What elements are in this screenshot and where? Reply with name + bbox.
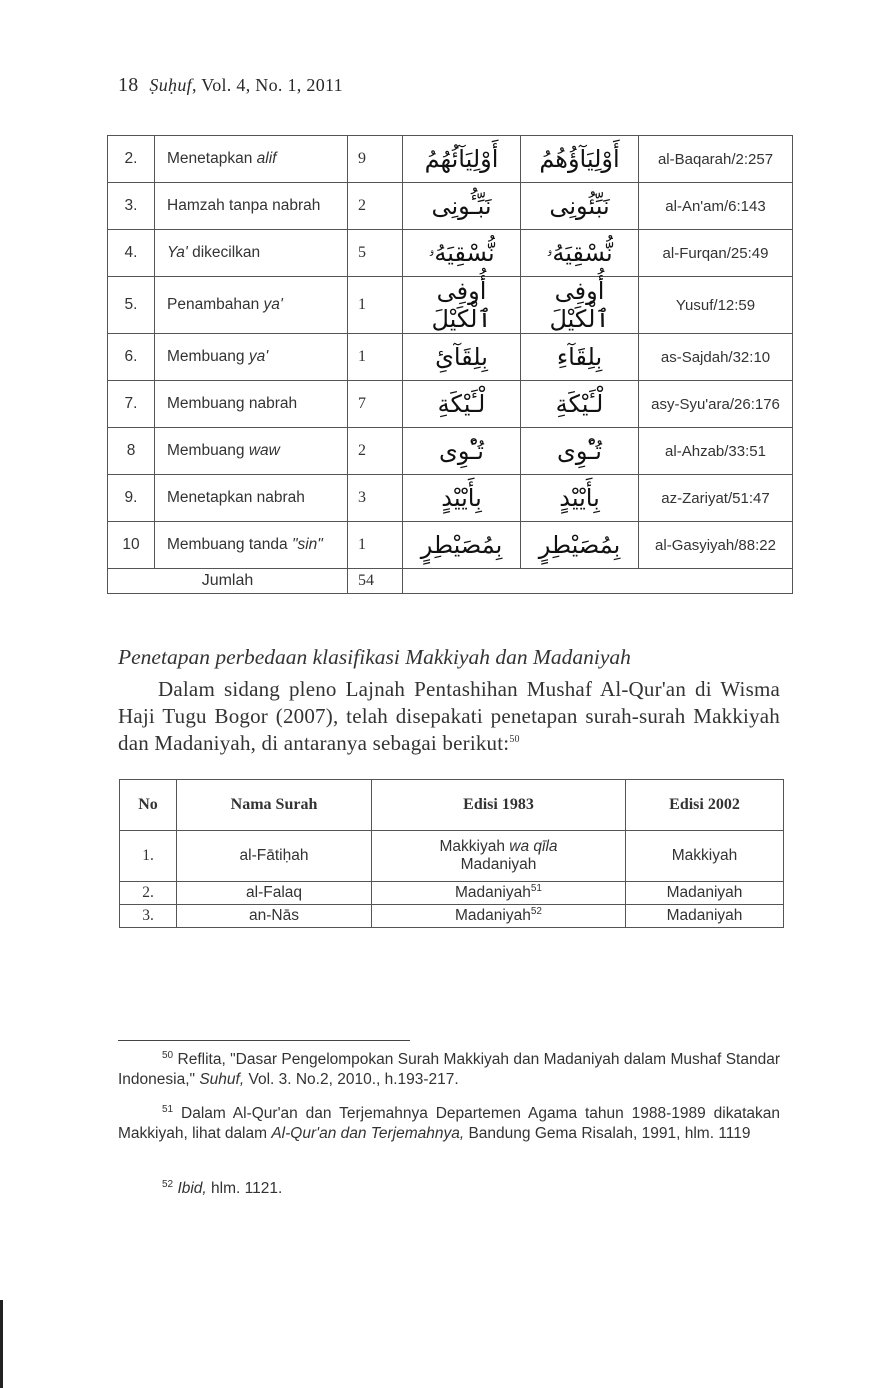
row-number: 4. xyxy=(108,230,155,277)
category-cell xyxy=(155,475,348,522)
arabic-writing-new: بِلِقَآءِ xyxy=(521,334,639,381)
arabic-writing-old: بِأَيْيْدٍ xyxy=(403,475,521,522)
row-number: 10 xyxy=(108,522,155,569)
table-row xyxy=(120,882,784,905)
table-row xyxy=(108,475,793,522)
arabic-writing-old: أُوفِى ٱلْكَيْلَ xyxy=(403,277,521,334)
surah-name: al-Fātiḥah xyxy=(177,831,372,882)
col-header-nama-surah: Nama Surah xyxy=(177,780,372,831)
verse-reference: Yusuf/12:59 xyxy=(639,277,793,334)
category-cell xyxy=(155,428,348,475)
arabic-writing-new: تُـْٔوِى xyxy=(521,428,639,475)
row-number: 7. xyxy=(108,381,155,428)
table-row xyxy=(108,136,793,183)
footnote-50 xyxy=(118,1050,780,1090)
total-row xyxy=(108,569,793,594)
footnote-52 xyxy=(118,1179,780,1199)
row-number: 5. xyxy=(108,277,155,334)
total-value: 54 xyxy=(348,569,403,594)
category-text: Menetapkan nabrah xyxy=(167,489,305,506)
row-number: 6. xyxy=(108,334,155,381)
paragraph-text: Dalam sidang pleno Lajnah Pentashihan Mushaf Al-Qur'an di Wisma Haji Tugu Bogor (2007), telah disepakati penetapan surah-surah Makkiyah dan Madaniyah, di antaranya sebagai berikut: xyxy=(118,677,780,755)
verse-reference: al-Baqarah/2:257 xyxy=(639,136,793,183)
footnote-ref-50: 50 xyxy=(509,734,520,745)
verse-reference: as-Sajdah/32:10 xyxy=(639,334,793,381)
col-header-edisi-1983: Edisi 1983 xyxy=(372,780,626,831)
arabic-writing-new: بِأَيْيْدٍ xyxy=(521,475,639,522)
arabic-writing-new: نَبِّئُونِى xyxy=(521,183,639,230)
edition-2002-cell: Madaniyah xyxy=(626,905,784,928)
category-cell xyxy=(155,522,348,569)
col-header-edisi-2002: Edisi 2002 xyxy=(626,780,784,831)
footnote-text: Dalam Al-Qur'an dan Terjemahnya Departemen Agama tahun 1988-1989 dikatakan Makkiyah, lihat dalam xyxy=(118,1105,780,1142)
section-title: Penetapan perbedaan klasifikasi Makkiyah dan Madaniyah xyxy=(118,645,631,669)
category-cell xyxy=(155,230,348,277)
category-italic: waw xyxy=(248,442,280,459)
edition-1983-cell xyxy=(372,831,626,882)
table-row xyxy=(108,522,793,569)
table-row xyxy=(108,230,793,277)
count-cell: 2 xyxy=(348,428,403,475)
table-row xyxy=(108,183,793,230)
category-text: Membuang xyxy=(167,442,249,459)
footnote-italic: Suhuf, xyxy=(199,1071,245,1088)
category-italic: ya' xyxy=(263,296,283,313)
category-italic: ya' xyxy=(248,348,269,365)
count-cell: 3 xyxy=(348,475,403,522)
row-number: 2. xyxy=(108,136,155,183)
col-header-no: No xyxy=(120,780,177,831)
category-italic: Ya' xyxy=(167,244,188,261)
arabic-writing-new: نُّسْقِيَهُۥ xyxy=(521,230,639,277)
verse-reference: az-Zariyat/51:47 xyxy=(639,475,793,522)
journal-title: Ṣuḥuf xyxy=(149,75,192,95)
makkiyah-madaniyah-table xyxy=(119,779,784,928)
edition-1983-cell xyxy=(372,905,626,928)
footnote-text: Reflita, "Dasar Pengelompokan Surah Makkiyah dan Madaniyah dalam Mushaf Standar Indonesia," xyxy=(118,1051,780,1088)
edition-text: Madaniyah xyxy=(455,884,531,901)
table-row xyxy=(108,334,793,381)
category-text: Membuang tanda xyxy=(167,536,292,553)
running-header xyxy=(118,74,343,97)
edition-2002-cell: Madaniyah xyxy=(626,882,784,905)
table-row xyxy=(108,277,793,334)
page-number: 18 xyxy=(118,74,139,96)
category-text: Menetapkan xyxy=(167,150,257,167)
category-italic: "sin" xyxy=(291,536,323,553)
table-row xyxy=(120,831,784,882)
verse-reference: al-Gasyiyah/88:22 xyxy=(639,522,793,569)
row-number: 8 xyxy=(108,428,155,475)
verse-reference: al-An'am/6:143 xyxy=(639,183,793,230)
category-text: dikecilkan xyxy=(187,244,261,261)
verse-reference: al-Ahzab/33:51 xyxy=(639,428,793,475)
arabic-writing-old: أَوْلِيَآئُهُمُ xyxy=(403,136,521,183)
footnote-51 xyxy=(118,1104,780,1144)
count-cell: 9 xyxy=(348,136,403,183)
footnote-number: 50 xyxy=(162,1049,174,1061)
footnote-number: 51 xyxy=(162,1103,174,1115)
table-header-row xyxy=(120,780,784,831)
table-row xyxy=(120,905,784,928)
count-cell: 1 xyxy=(348,334,403,381)
edition-1983-cell xyxy=(372,882,626,905)
total-label: Jumlah xyxy=(108,569,348,594)
edition-2002-cell: Makkiyah xyxy=(626,831,784,882)
verse-reference: al-Furqan/25:49 xyxy=(639,230,793,277)
footnote-ref: 51 xyxy=(530,882,542,894)
arabic-writing-old: نُّسْقِيَهُۥ xyxy=(403,230,521,277)
footnote-ref: 52 xyxy=(530,905,542,917)
edition-text-2: Madaniyah xyxy=(460,856,537,873)
arabic-writing-old: بِمُصَيْطِرٍ xyxy=(403,522,521,569)
arabic-writing-old: لْـَٔيْكَةِ xyxy=(403,381,521,428)
footnote-separator xyxy=(118,1040,410,1041)
edition-text: Madaniyah xyxy=(455,907,531,924)
category-text: Membuang nabrah xyxy=(167,395,298,412)
table-row xyxy=(108,428,793,475)
footnote-number: 52 xyxy=(162,1178,174,1190)
surah-name: al-Falaq xyxy=(177,882,372,905)
category-cell xyxy=(155,136,348,183)
category-cell xyxy=(155,334,348,381)
arabic-writing-new: أُوفِى ٱلْكَيْلَ xyxy=(521,277,639,334)
rasm-difference-table xyxy=(107,135,793,594)
edition-text: Makkiyah xyxy=(439,838,510,855)
category-text: Hamzah tanpa nabrah xyxy=(167,197,321,214)
footnote-text-end: Bandung Gema Risalah, 1991, hlm. 1119 xyxy=(464,1125,751,1142)
verse-reference: asy-Syu'ara/26:176 xyxy=(639,381,793,428)
category-cell xyxy=(155,277,348,334)
body-paragraph xyxy=(118,676,780,757)
count-cell: 1 xyxy=(348,522,403,569)
volume-issue: , Vol. 4, No. 1, 2011 xyxy=(191,75,343,95)
arabic-writing-old: نَبِّـُٔونِى xyxy=(403,183,521,230)
footnote-text-end: hlm. 1121. xyxy=(206,1180,283,1197)
row-number: 3. xyxy=(108,183,155,230)
row-number: 1. xyxy=(120,831,177,882)
category-text: Membuang xyxy=(167,348,249,365)
row-number: 2. xyxy=(120,882,177,905)
footnote-italic: Ibid, xyxy=(177,1180,207,1197)
row-number: 3. xyxy=(120,905,177,928)
category-cell xyxy=(155,183,348,230)
arabic-writing-new: لْـَٔيْكَةِ xyxy=(521,381,639,428)
footnote-italic: Al-Qur'an dan Terjemahnya, xyxy=(271,1125,465,1142)
count-cell: 7 xyxy=(348,381,403,428)
category-text: Penambahan xyxy=(167,296,264,313)
surah-name: an-Nās xyxy=(177,905,372,928)
scan-edge-mark xyxy=(0,1300,3,1388)
arabic-writing-new: بِمُصَيْطِرٍ xyxy=(521,522,639,569)
count-cell: 2 xyxy=(348,183,403,230)
empty-cell xyxy=(403,569,793,594)
count-cell: 5 xyxy=(348,230,403,277)
category-cell xyxy=(155,381,348,428)
arabic-writing-old: بِلِقَآئِ xyxy=(403,334,521,381)
arabic-writing-new: أَوْلِيَآؤُهُمُ xyxy=(521,136,639,183)
arabic-writing-old: تُـْٔوِى xyxy=(403,428,521,475)
footnote-text-end: Vol. 3. No.2, 2010., h.193-217. xyxy=(244,1071,459,1088)
edition-italic: wa qīla xyxy=(509,838,558,855)
count-cell: 1 xyxy=(348,277,403,334)
row-number: 9. xyxy=(108,475,155,522)
table-row xyxy=(108,381,793,428)
category-italic: alif xyxy=(256,150,277,167)
